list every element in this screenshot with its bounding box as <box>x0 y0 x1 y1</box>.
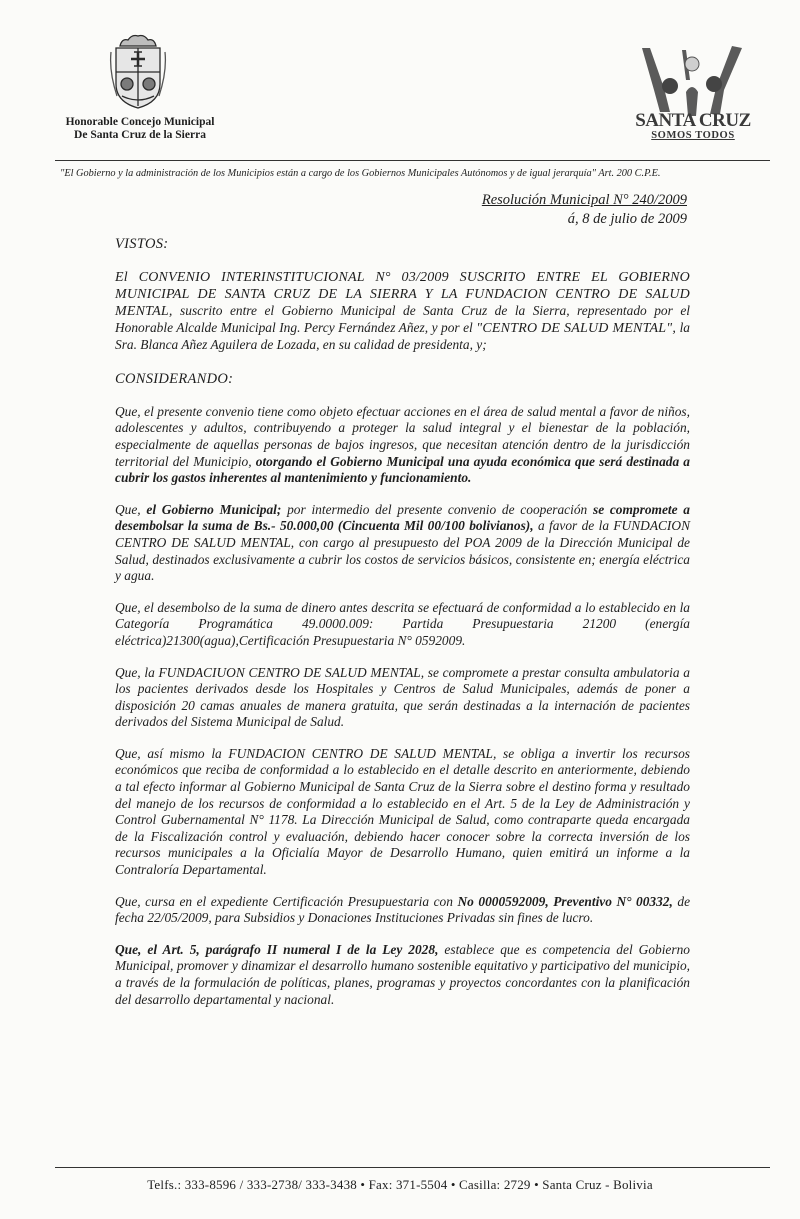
logo-slogan: SOMOS TODOS <box>651 130 735 141</box>
municipal-crest-icon <box>108 32 168 110</box>
logo-name: SANTA CRUZ <box>635 110 751 131</box>
paragraph-7: Que, el Art. 5, parágrafo II numeral I de la Ley 2028, establece que es competencia del Gobierno Municipal, promover y dinamizar el desarrollo humano sostenible equitativo y participativo del municipio, a través de la formulación de políticas, planes, programas y proyectos concordantes con la planificación del desarrollo departamental y nacional. <box>115 941 690 1007</box>
resolution-date: á, 8 de julio de 2009 <box>567 211 687 227</box>
vistos-heading: VISTOS: <box>115 236 169 252</box>
resolution-header <box>482 191 687 229</box>
santa-cruz-logo <box>628 40 754 146</box>
document-body <box>115 236 690 1023</box>
paragraph-1: Que, el presente convenio tiene como objeto efectuar acciones en el área de salud mental a favor de niños, adolescentes y adultos, contribuyendo a proteger la salud integral y el bienestar de la población, especialmente de aquellas personas de bajos ingresos, que necesitan atención dentro de la jurisdicción territorial del Municipio, otorgando el Gobierno Municipal una ayuda económica que será destinada a cubrir los gastos inherentes al mantenimiento y funcionamiento. <box>115 403 691 486</box>
figures-icon <box>628 40 754 120</box>
considerando-heading: CONSIDERANDO: <box>115 371 234 388</box>
council-line-2: De Santa Cruz de la Sierra <box>74 129 206 141</box>
resolution-number: Resolución Municipal N° 240/2009 <box>481 192 687 208</box>
paragraph-6: Que, cursa en el expediente Certificación Presupuestaria con No 0000592009, Preventivo N° 00332, de fecha 22/05/2009, para Subsidios y Donaciones Instituciones Privadas sin fines de lucro. <box>115 893 691 926</box>
paragraph-2: Que, el Gobierno Municipal; por intermedio del presente convenio de cooperación se compromete a desembolsar la suma de Bs.- 50.000,00 (Cincuenta Mil 00/100 bolivianos), a favor de la FUNDACION CENTRO DE SALUD MENTAL, con cargo al presupuesto del POA 2009 de la Dirección Municipal de Salud, destinados exclusivamente a cubrir los costos de servicios básicos, consistente en; energía eléctrica y agua. <box>115 501 690 584</box>
paragraph-3: Que, el desembolso de la suma de dinero antes descrita se efectuará de conformidad a lo establecido en la Categoría Programática 49.0000.009: Partida Presupuestaria 21200 (energía eléctrica)21300(agua),Certificación Presupuestaria N° 0592009. <box>115 599 690 648</box>
paragraph-4: Que, la FUNDACIUON CENTRO DE SALUD MENTAL, se compromete a prestar consulta ambulatoria a los pacientes derivados desde los Hospitales y Centros de Salud Municipales, además de poner a disposición 20 camas anuales de manera gratuita, que serán destinadas a la internación de pacientes derivados del Sistema Municipal de Salud. <box>115 664 690 730</box>
council-name <box>40 116 240 142</box>
council-line-1: Honorable Concejo Municipal <box>65 116 215 128</box>
constitution-motto: "El Gobierno y la administración de los Municipios están a cargo de los Gobiernos Municipales Autónomos y de igual jerarquía" Art. 200 C.P.E. <box>60 168 661 179</box>
vistos-paragraph: El CONVENIO INTERINSTITUCIONAL N° 03/2009 SUSCRITO ENTRE EL GOBIERNO MUNICIPAL DE SANTA CRUZ DE LA SIERRA Y LA FUNDACION CENTRO DE SALUD MENTAL, suscrito entre el Gobierno Municipal de Santa Cruz de la Sierra, representado por el Honorable Alcalde Municipal Ing. Percy Fernández Añez, y por el "CENTRO DE SALUD MENTAL", la Sra. Blanca Añez Aguilera de Lozada, en su calidad de presidenta, y; <box>115 269 690 352</box>
footer-rule <box>55 1167 770 1168</box>
vistos-caps: El CONVENIO INTERINSTITUCIONAL N° 03/2009 SUSCRITO ENTRE EL GOBIERNO MUNICIPAL DE SANTA CRUZ DE LA SIERRA Y LA FUNDACION CENTRO DE SALUD MENTAL, <box>115 269 690 319</box>
footer-contact: Telfs.: 333-8596 / 333-2738/ 333-3438 • Fax: 371-5504 • Casilla: 2729 • Santa Cruz - Bolivia <box>147 1177 653 1192</box>
header-rule <box>55 160 770 161</box>
paragraph-5: Que, así mismo la FUNDACION CENTRO DE SALUD MENTAL, se obliga a invertir los recursos económicos que reciba de conformidad a lo establecido en el detalle descrito en anteriormente, debiendo a tal efecto informar al Gobierno Municipal de Santa Cruz de la Sierra sobre el destino forma y resultado del manejo de los recursos de conformidad a lo establecido en el Art. 5 de la Ley de Administración y Control Gubernamental N° 1178. La Dirección Municipal de Salud, como contraparte queda encargada de la Fiscalización control y evaluación, debiendo hacer conocer sobre la correcta inversión de los recursos municipales a la Oficialía Mayor de Desarrollo Humano, quien emitirá un informe a la Contraloría Departamental. <box>115 745 690 878</box>
